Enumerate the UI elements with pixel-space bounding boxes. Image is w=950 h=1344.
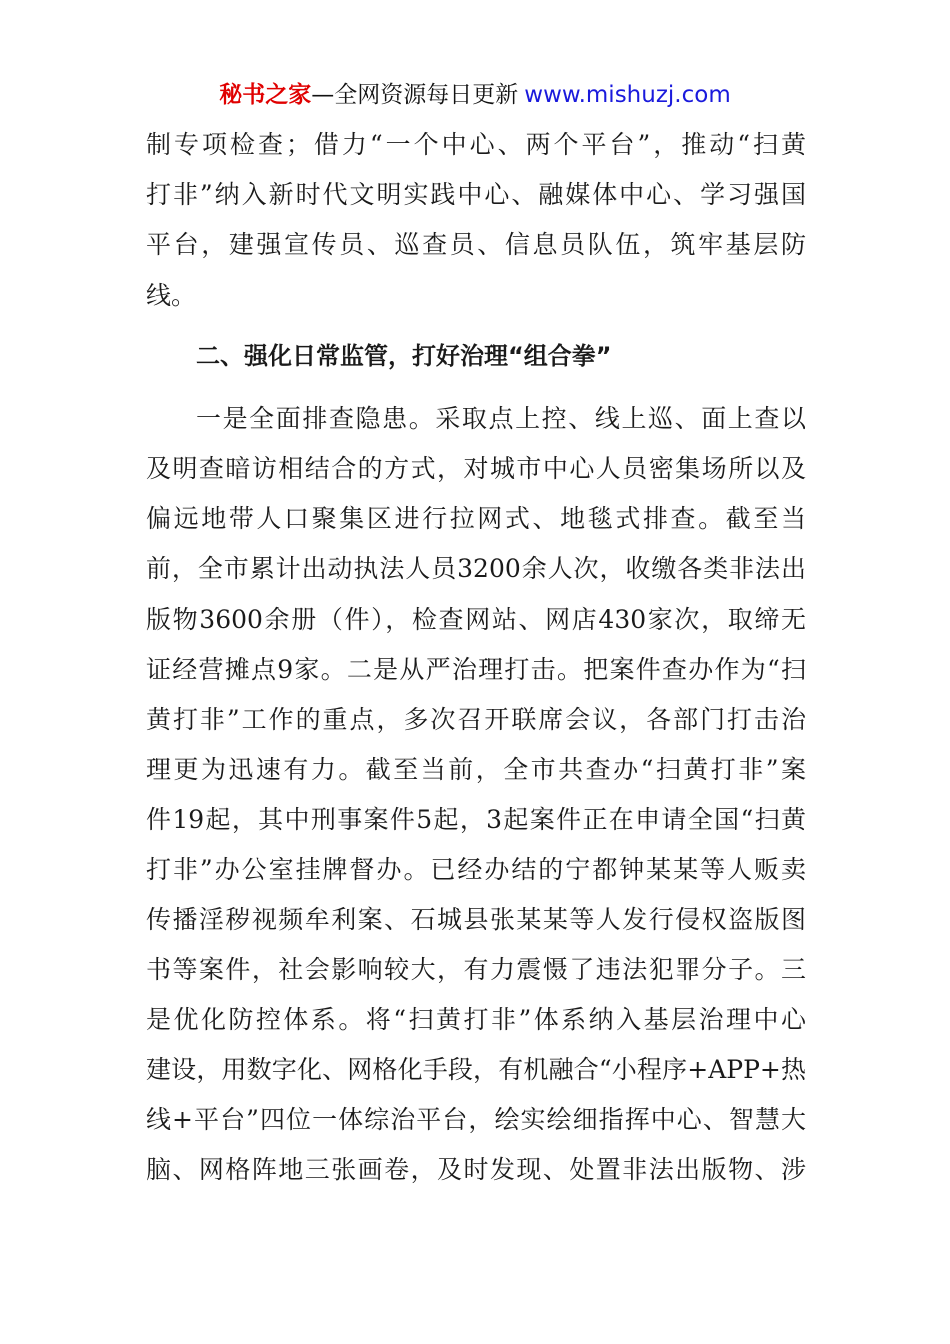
text-line: 件19起，其中刑事案件5起，3起案件正在申请全国“扫黄 <box>146 805 806 834</box>
text-line: 一是全面排查隐患。采取点上控、线上巡、面上查以 <box>196 404 806 433</box>
text-line: 制专项检查；借力“一个中心、两个平台”，推动“扫黄 <box>146 130 806 159</box>
site-brand: 秘书之家 <box>219 82 312 108</box>
text-line: 线+平台”四位一体综治平台，绘实绘细指挥中心、智慧大 <box>146 1105 806 1134</box>
text-line: 偏远地带人口聚集区进行拉网式、地毯式排查。截至当 <box>146 504 806 533</box>
text-line: 线。 <box>146 281 197 310</box>
section-heading: 二、强化日常监管，打好治理“组合拳” <box>196 342 612 370</box>
site-tagline: —全网资源每日更新 <box>311 82 519 108</box>
text-line: 平台，建强宣传员、巡查员、信息员队伍，筑牢基层防 <box>146 230 806 259</box>
text-line: 理更为迅速有力。截至当前，全市共查办“扫黄打非”案 <box>146 755 806 784</box>
text-line: 证经营摊点9家。二是从严治理打击。把案件查办作为“扫 <box>146 655 806 684</box>
text-line: 前，全市累计出动执法人员3200余人次，收缴各类非法出 <box>146 554 806 583</box>
text-line: 打非”纳入新时代文明实践中心、融媒体中心、学习强国 <box>146 180 806 209</box>
text-line: 传播淫秽视频牟利案、石城县张某某等人发行侵权盗版图 <box>146 905 806 934</box>
site-url-link[interactable]: www.mishuzj.com <box>524 82 731 108</box>
text-line: 脑、网格阵地三张画卷，及时发现、处置非法出版物、涉 <box>146 1155 806 1184</box>
text-line: 黄打非”工作的重点，多次召开联席会议，各部门打击治 <box>146 705 806 734</box>
text-line: 建设，用数字化、网格化手段，有机融合“小程序+APP+热 <box>146 1055 806 1084</box>
text-line: 打非”办公室挂牌督办。已经办结的宁都钟某某等人贩卖 <box>146 855 806 884</box>
text-line: 版物3600余册（件），检查网站、网店430家次，取缔无 <box>146 605 806 634</box>
text-line: 是优化防控体系。将“扫黄打非”体系纳入基层治理中心 <box>146 1005 806 1034</box>
text-line: 书等案件，社会影响较大，有力震慑了违法犯罪分子。三 <box>146 955 806 984</box>
site-header <box>0 80 950 110</box>
text-line: 及明查暗访相结合的方式，对城市中心人员密集场所以及 <box>146 454 806 483</box>
